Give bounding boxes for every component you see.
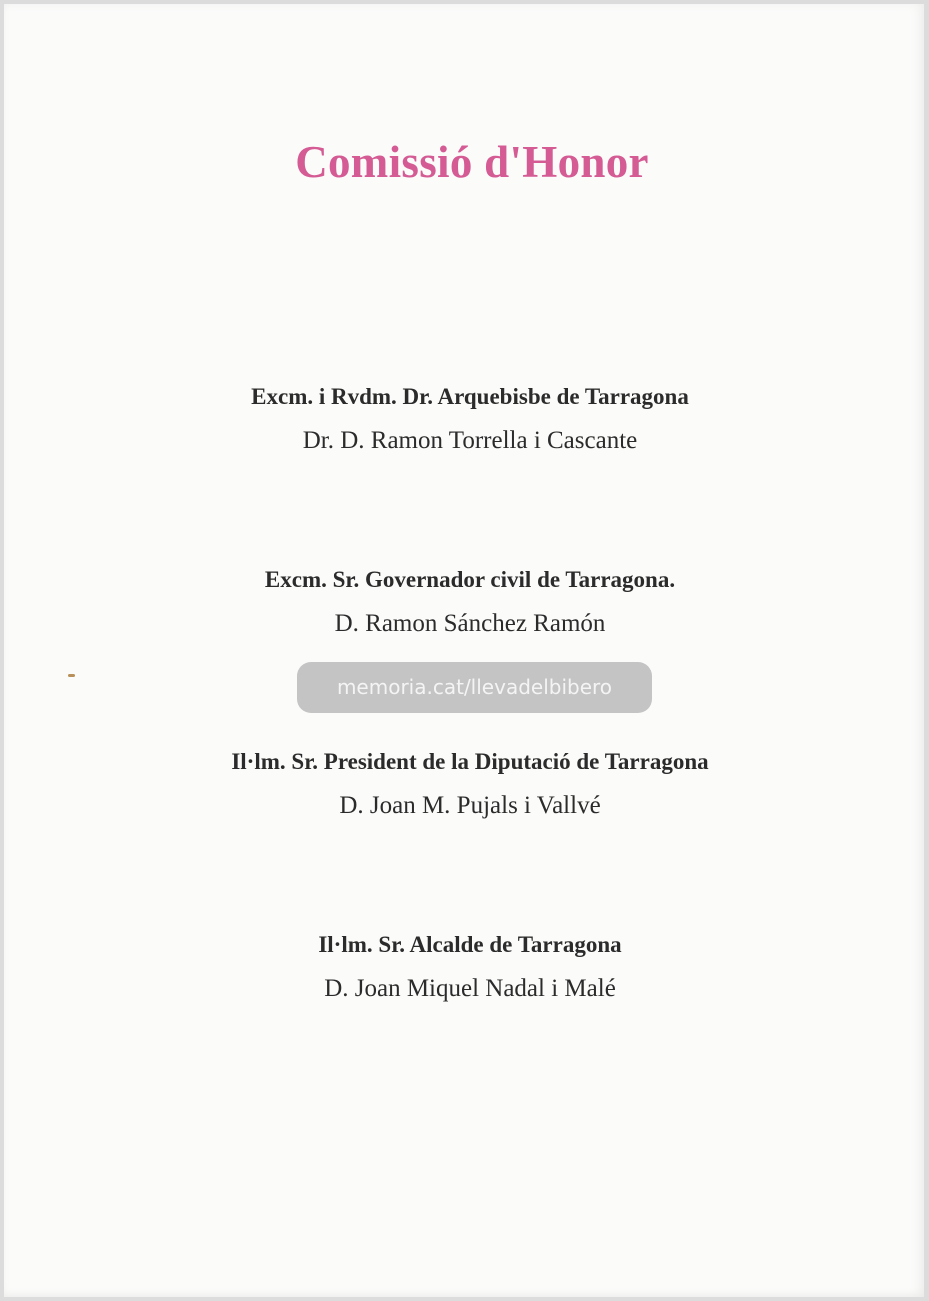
watermark-badge: memoria.cat/llevadelbibero bbox=[297, 662, 652, 713]
honor-entry bbox=[4, 931, 929, 1004]
entry-role: Il·lm. Sr. Alcalde de Tarragona bbox=[318, 932, 622, 957]
entry-role: Il·lm. Sr. President de la Diputació de Tarragona bbox=[231, 749, 709, 774]
honor-entry bbox=[4, 748, 929, 821]
entry-name: D. Joan Miquel Nadal i Malé bbox=[324, 975, 616, 1002]
entry-name: Dr. D. Ramon Torrella i Cascante bbox=[302, 427, 638, 454]
entry-role: Excm. i Rvdm. Dr. Arquebisbe de Tarragona bbox=[251, 384, 689, 409]
entry-name: D. Ramon Sánchez Ramón bbox=[334, 610, 606, 637]
entry-name: D. Joan M. Pujals i Vallvé bbox=[339, 792, 601, 819]
paper-speck bbox=[68, 674, 75, 677]
entry-role: Excm. Sr. Governador civil de Tarragona. bbox=[264, 567, 676, 592]
document-page bbox=[4, 4, 924, 1297]
honor-entry bbox=[4, 383, 929, 456]
honor-entry bbox=[4, 566, 929, 639]
page-title: Comissió d'Honor bbox=[295, 137, 649, 187]
